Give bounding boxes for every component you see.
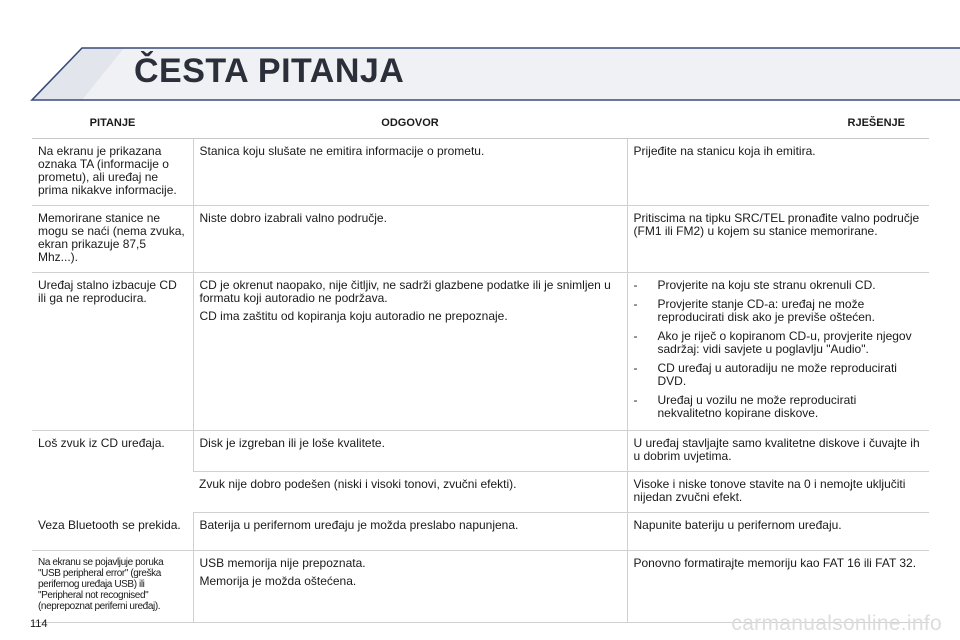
solution-list-item [634, 394, 924, 420]
answer-cell [193, 139, 627, 206]
answer-cell [193, 472, 627, 513]
page-title: ČESTA PITANJA [134, 52, 405, 90]
question-cell: Na ekranu je prikazana oznaka TA (informacije o prometu), ali uređaj ne prima nikakve informacije. [32, 139, 193, 206]
question-cell: Na ekranu se pojavljuje poruka "USB peripheral error" (greška perifernog uređaja USB) ili "Peripheral not recognised" (neprepoznat periferni uređaj). [32, 551, 193, 623]
solution-item-text: Ako je riječ o kopiranom CD-u, provjerite njegov sadržaj: vidi savjete u poglavlju "Audio". [657, 329, 912, 356]
answer-text: CD je okrenut naopako, nije čitljiv, ne sadrži glazbene podatke ili je snimljen u formatu koji autoradio ne podržava. [199, 278, 611, 305]
list-dash: - [633, 329, 638, 343]
answer-text: Stanica koju slušate ne emitira informacije o prometu. [199, 144, 485, 158]
answer-text: Zvuk nije dobro podešen (niski i visoki tonovi, zvučni efekti). [199, 477, 517, 491]
table-row [32, 273, 929, 431]
list-dash: - [633, 297, 638, 311]
solution-item-text: Provjerite na koju ste stranu okrenuli CD. [657, 278, 876, 292]
table-row [32, 206, 929, 273]
solution-cell [627, 472, 929, 513]
answer-text: Niste dobro izabrali valno područje. [199, 211, 387, 225]
list-dash: - [633, 278, 638, 292]
solution-cell [627, 513, 929, 551]
solution-cell [627, 206, 929, 273]
solution-text: Prijeđite na stanicu koja ih emitira. [633, 144, 816, 158]
answer-cell [193, 206, 627, 273]
solution-item-text: CD uređaj u autoradiju ne može reproducirati DVD. [657, 361, 897, 388]
answer-text: Baterija u perifernom uređaju je možda preslabo napunjena. [199, 518, 519, 532]
page-number: 114 [30, 618, 48, 630]
solution-list-item [634, 362, 924, 388]
solution-cell [627, 139, 929, 206]
solution-text: Napunite bateriju u perifernom uređaju. [633, 518, 842, 532]
solution-text: Ponovno formatirajte memoriju kao FAT 16 ili FAT 32. [633, 556, 917, 570]
solution-cell [627, 273, 929, 431]
answer-cell [193, 273, 627, 431]
question-cell: Uređaj stalno izbacuje CD ili ga ne reproducira. [32, 273, 193, 431]
list-dash: - [633, 393, 638, 407]
solution-cell [627, 431, 929, 472]
solution-list [634, 279, 924, 420]
table-row [32, 431, 929, 472]
answer-text: Memorija je možda oštećena. [199, 574, 357, 588]
table-header-row [32, 108, 929, 139]
answer-cell [193, 431, 627, 472]
column-header-answer: ODGOVOR [193, 108, 627, 139]
solution-item-text: Uređaj u vozilu ne može reproducirati nekvalitetno kopirane diskove. [657, 393, 857, 420]
watermark: carmanualsonline.info [731, 612, 942, 635]
question-cell: Veza Bluetooth se prekida. [32, 513, 193, 551]
table-row [32, 513, 929, 551]
column-header-solution: RJEŠENJE [627, 108, 929, 139]
question-cell: Loš zvuk iz CD uređaja. [38, 436, 165, 450]
solution-item-text: Provjerite stanje CD-a: uređaj ne može reproducirati disk ako je previše oštećen. [657, 297, 875, 324]
solution-text: U uređaj stavljajte samo kvalitetne diskove i čuvajte ih u dobrim uvjetima. [633, 436, 920, 463]
answer-text: Disk je izgreban ili je loše kvalitete. [199, 436, 385, 450]
table-row [32, 139, 929, 206]
solution-list-item [634, 298, 924, 324]
solution-text: Pritiscima na tipku SRC/TEL pronađite valno područje (FM1 ili FM2) u kojem su stanice memorirane. [633, 211, 920, 238]
answer-text: USB memorija nije prepoznata. [199, 556, 366, 570]
answer-cell [193, 551, 627, 623]
faq-table [32, 108, 929, 623]
column-header-question: PITANJE [32, 108, 193, 139]
question-cell: Memorirane stanice ne mogu se naći (nema zvuka, ekran prikazuje 87,5 Mhz...). [32, 206, 193, 273]
solution-list-item [634, 279, 924, 292]
solution-list-item [634, 330, 924, 356]
solution-text: Visoke i niske tonove stavite na 0 i nemojte uključiti nijedan zvučni efekt. [633, 477, 906, 504]
answer-cell [193, 513, 627, 551]
list-dash: - [633, 361, 638, 375]
answer-text: CD ima zaštitu od kopiranja koju autoradio ne prepoznaje. [199, 309, 508, 323]
